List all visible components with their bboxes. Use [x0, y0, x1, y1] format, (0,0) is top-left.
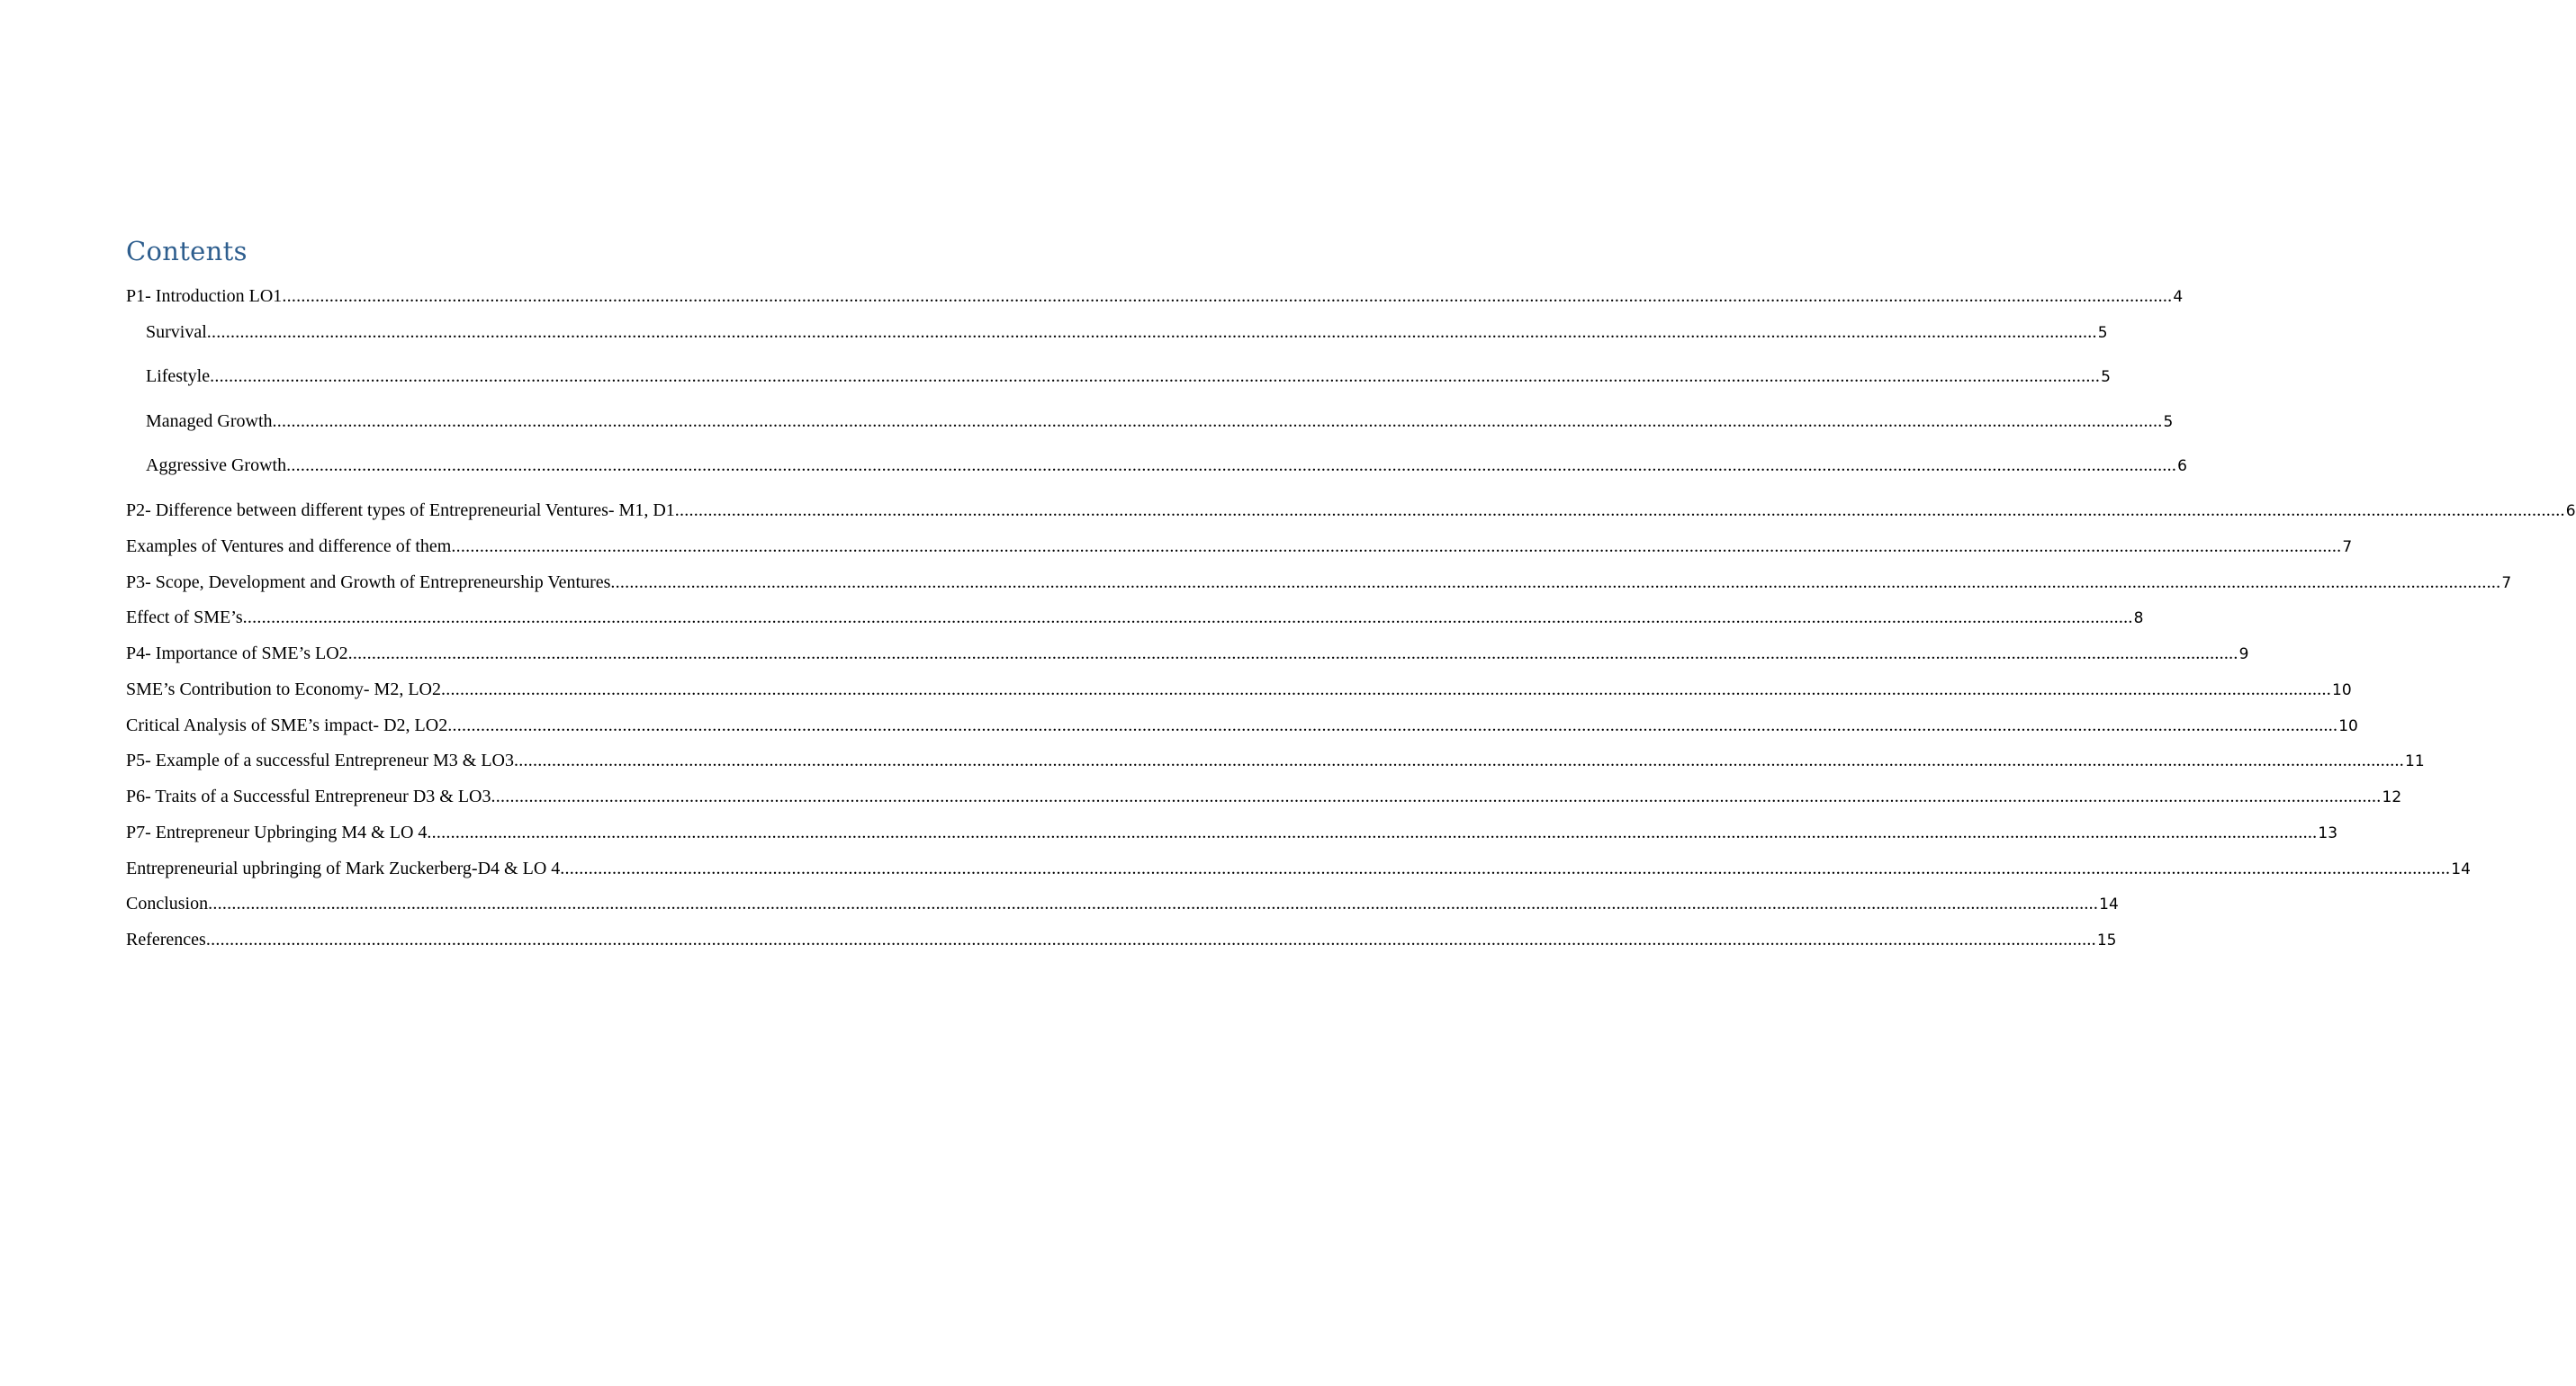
toc-entry-page-number: 10 [2338, 717, 2358, 735]
toc-entry[interactable] [146, 322, 2108, 346]
toc-dot-leader: ................................................................................................................................................................................................................................................................................................................................................................................................................ [514, 751, 2404, 770]
toc-entry[interactable] [126, 859, 2471, 882]
toc-entry[interactable] [126, 500, 2576, 524]
toc-dot-leader: ................................................................................................................................................................................................................................................................................................................................................................................................................ [205, 930, 2096, 950]
toc-dot-leader: ................................................................................................................................................................................................................................................................................................................................................................................................................ [674, 500, 2565, 520]
toc-entry-page-number: 8 [2133, 609, 2144, 627]
toc-entry-page-number: 6 [2177, 457, 2187, 475]
toc-heading: Contents [126, 236, 248, 266]
toc-entry-page-number: 6 [2565, 502, 2576, 520]
toc-entry[interactable] [146, 411, 2174, 435]
toc-entry-page-number: 10 [2332, 681, 2352, 699]
toc-entry-label: Aggressive Growth [146, 455, 287, 475]
toc-entry[interactable] [126, 787, 2402, 810]
toc-entry[interactable] [126, 751, 2425, 774]
toc-entry[interactable] [126, 930, 2117, 953]
toc-entry-label: Managed Growth [146, 411, 273, 431]
toc-entry-page-number: 7 [2342, 538, 2353, 556]
toc-dot-leader: ................................................................................................................................................................................................................................................................................................................................................................................................................ [272, 411, 2163, 431]
toc-entry[interactable] [146, 455, 2187, 479]
toc-entry-label: Entrepreneurial upbringing of Mark Zuckerberg-D4 & LO 4 [126, 859, 561, 878]
toc-dot-leader: ................................................................................................................................................................................................................................................................................................................................................................................................................ [441, 680, 2331, 699]
toc-entry-page-number: 9 [2238, 645, 2249, 663]
toc-entry[interactable] [126, 823, 2338, 846]
toc-dot-leader: ................................................................................................................................................................................................................................................................................................................................................................................................................ [282, 286, 2173, 306]
toc-entry-label: Effect of SME’s [126, 608, 243, 627]
toc-entry-label: Survival [146, 322, 207, 342]
toc-entry-page-number: 14 [2099, 896, 2119, 914]
toc-dot-leader: ................................................................................................................................................................................................................................................................................................................................................................................................................ [451, 536, 2342, 556]
toc-entry-label: P6- Traits of a Successful Entrepreneur D3 & LO3 [126, 787, 491, 806]
toc-entry-label: SME’s Contribution to Economy- M2, LO2 [126, 680, 441, 699]
toc-dot-leader: ................................................................................................................................................................................................................................................................................................................................................................................................................ [347, 644, 2238, 663]
toc-entry-label: P2- Difference between different types of Entrepreneurial Ventures- M1, D1 [126, 500, 675, 520]
toc-entry-page-number: 5 [2097, 324, 2108, 342]
toc-entry[interactable] [126, 680, 2352, 703]
toc-dot-leader: ................................................................................................................................................................................................................................................................................................................................................................................................................ [242, 608, 2133, 627]
toc-entry-label: P4- Importance of SME’s LO2 [126, 644, 348, 663]
toc-entry-page-number: 15 [2096, 932, 2117, 950]
toc-dot-leader: ................................................................................................................................................................................................................................................................................................................................................................................................................ [560, 859, 2451, 878]
toc-entry-label: Lifestyle [146, 366, 211, 386]
toc-entry[interactable] [126, 716, 2358, 739]
toc-dot-leader: ................................................................................................................................................................................................................................................................................................................................................................................................................ [610, 572, 2501, 592]
toc-entry[interactable] [126, 894, 2119, 917]
toc-entry-page-number: 4 [2173, 288, 2184, 306]
toc-dot-leader: ................................................................................................................................................................................................................................................................................................................................................................................................................ [206, 322, 2097, 342]
toc-entry-page-number: 5 [2101, 368, 2111, 386]
toc-dot-leader: ................................................................................................................................................................................................................................................................................................................................................................................................................ [208, 894, 2099, 914]
toc-entry[interactable] [126, 536, 2353, 560]
toc-entry-label: References [126, 930, 206, 950]
toc-entry-label: P3- Scope, Development and Growth of Entrepreneurship Ventures [126, 572, 611, 592]
toc-dot-leader: ................................................................................................................................................................................................................................................................................................................................................................................................................ [491, 787, 2382, 806]
toc-entry-label: Examples of Ventures and difference of them [126, 536, 452, 556]
toc-entry[interactable] [126, 572, 2512, 596]
toc-entry[interactable] [126, 608, 2144, 631]
toc-dot-leader: ................................................................................................................................................................................................................................................................................................................................................................................................................ [427, 823, 2318, 842]
toc-entry[interactable] [126, 286, 2184, 310]
toc-entry[interactable] [126, 644, 2249, 667]
toc-entry-page-number: 14 [2451, 860, 2471, 878]
toc-dot-leader: ................................................................................................................................................................................................................................................................................................................................................................................................................ [447, 716, 2338, 735]
toc-entry-label: P7- Entrepreneur Upbringing M4 & LO 4 [126, 823, 428, 842]
toc-dot-leader: ................................................................................................................................................................................................................................................................................................................................................................................................................ [210, 366, 2101, 386]
toc-entry-label: P5- Example of a successful Entrepreneur M3 & LO3 [126, 751, 514, 770]
toc-entry[interactable] [146, 366, 2111, 390]
toc-entry-label: Critical Analysis of SME’s impact- D2, LO2 [126, 716, 448, 735]
toc-entry-label: P1- Introduction LO1 [126, 286, 283, 306]
toc-entry-label: Conclusion [126, 894, 209, 914]
toc-entry-page-number: 7 [2501, 574, 2512, 592]
toc-dot-leader: ................................................................................................................................................................................................................................................................................................................................................................................................................ [286, 455, 2177, 475]
toc-entry-page-number: 5 [2163, 413, 2174, 431]
toc-entry-page-number: 11 [2405, 752, 2425, 770]
toc-entry-page-number: 13 [2318, 824, 2338, 842]
toc-entry-page-number: 12 [2382, 788, 2402, 806]
